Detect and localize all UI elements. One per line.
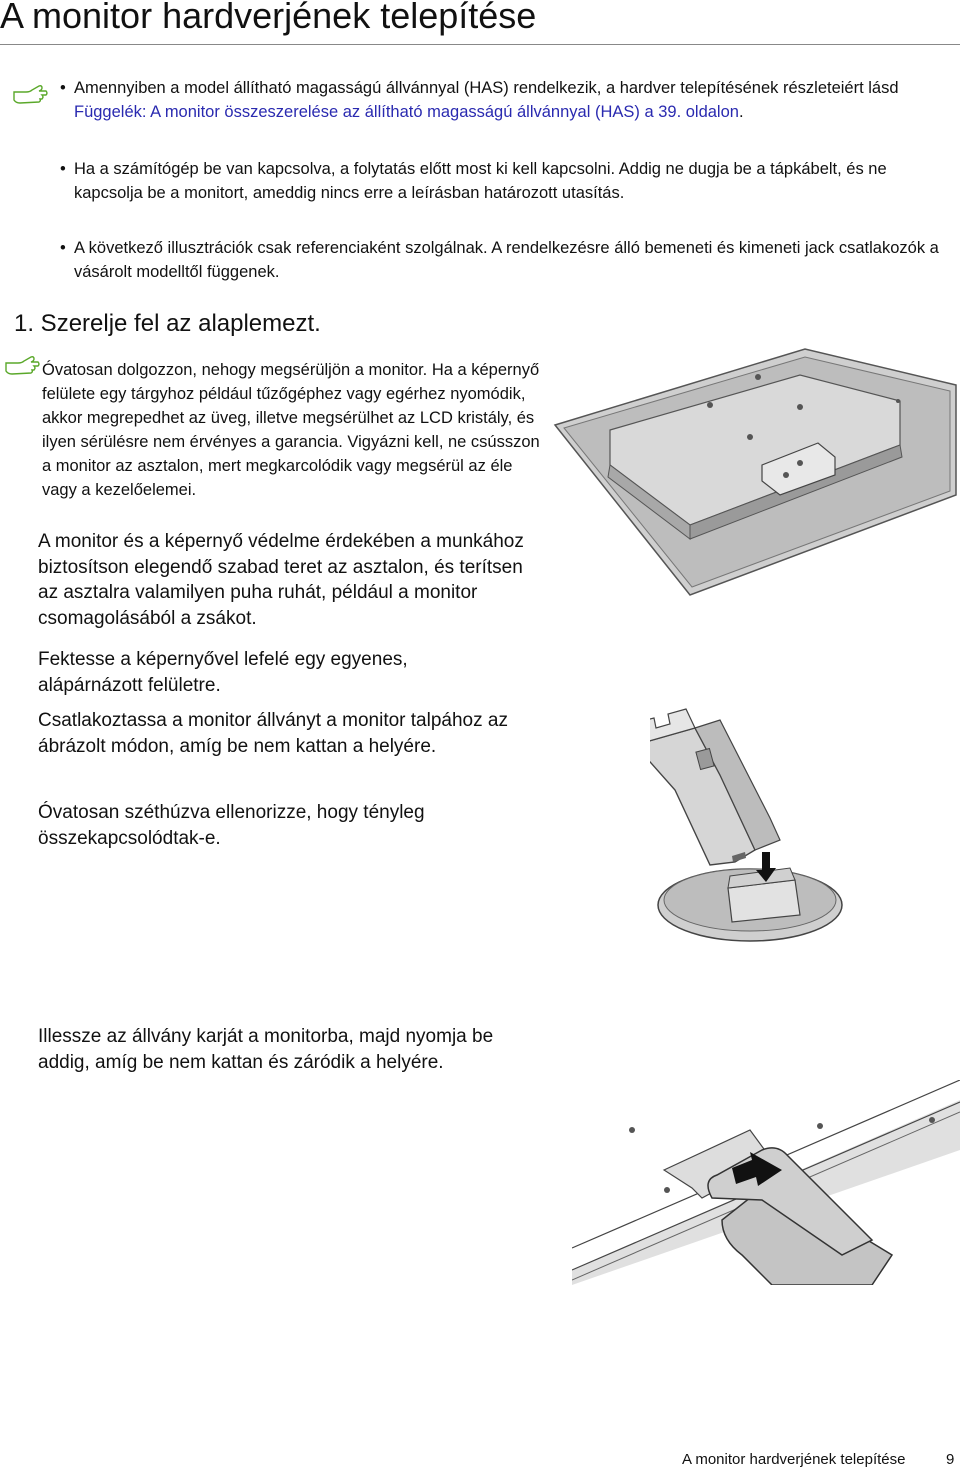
appendix-link[interactable]: Függelék: A monitor összeszerelése az állítható magasságú állvánnyal (HAS) a 39. oldalon (74, 103, 739, 121)
stand-base-illustration (650, 700, 850, 945)
note-bullet-power (60, 157, 894, 205)
caution-text: Óvatosan dolgozzon, nehogy megsérüljön a monitor. Ha a képernyő felülete egy tárgyhoz például tűzőgéphez vagy egérhez nyomódik, akkor megrepedhet az üveg, illetve megsérülhet az LCD kristály, és ilyen sérülésre nem érvényes a garancia. Vigyázni kell, ne csússzon a monitor az asztalon, mert megkarcolódik vagy megsérül az éle vagy a kezelőelemei. (42, 361, 540, 499)
note-bullet-has (60, 76, 944, 124)
note-text: Ha a számítógép be van kapcsolva, a folytatás előtt most ki kell kapcsolni. Addig ne dugja be a tápkábelt, és ne kapcsolja be a monitort, ameddig nincs erre a leírásban határozott utasítás. (74, 160, 887, 202)
paragraph-insert-arm: Illessze az állvány karját a monitorba, majd nyomja be addig, amíg be nem kattan és záródik a helyére. (38, 1026, 494, 1073)
arm-insert-illustration (572, 1080, 960, 1285)
note-text: Amennyiben a model állítható magasságú állvánnyal (HAS) rendelkezik, a hardver telepítésének részleteiért lásd (74, 79, 899, 97)
hand-note-icon (4, 355, 40, 377)
paragraph-check: Óvatosan széthúzva ellenorizze, hogy tényleg összekapcsolódtak-e. (38, 802, 425, 849)
footer-page-number: 9 (946, 1451, 955, 1468)
paragraph-attach-stand: Csatlakoztassa a monitor állványt a monitor talpához az ábrázolt módon, amíg be nem kattan a helyére. (38, 710, 508, 757)
step-heading: 1. Szerelje fel az alaplemezt. (14, 310, 321, 337)
bullet-dot: • (60, 79, 66, 97)
hand-note-icon (12, 84, 48, 106)
note-bullet-illustrations (60, 236, 954, 284)
bullet-dot: • (60, 160, 66, 178)
paragraph-lay-down: Fektesse a képernyővel lefelé egy egyenes, alápárnázott felületre. (38, 649, 408, 696)
title-rule (0, 44, 960, 45)
monitor-back-illustration (550, 345, 960, 600)
footer-section-title: A monitor hardverjének telepítése (682, 1451, 906, 1468)
bullet-dot: • (60, 239, 66, 257)
page-title: A monitor hardverjének telepítése (0, 0, 537, 36)
note-text: A következő illusztrációk csak referenciaként szolgálnak. A rendelkezésre álló bemeneti és kimeneti jack csatlakozók a vásárolt modelltől függenek. (74, 239, 939, 281)
note-text-end: . (738, 103, 744, 121)
paragraph-protect: A monitor és a képernyő védelme érdekében a munkához biztosítson elegendő szabad teret az asztalon, és terítsen az asztalra valamilyen puha ruhát, például a monitor csomagolásából a zsákot. (38, 531, 524, 629)
